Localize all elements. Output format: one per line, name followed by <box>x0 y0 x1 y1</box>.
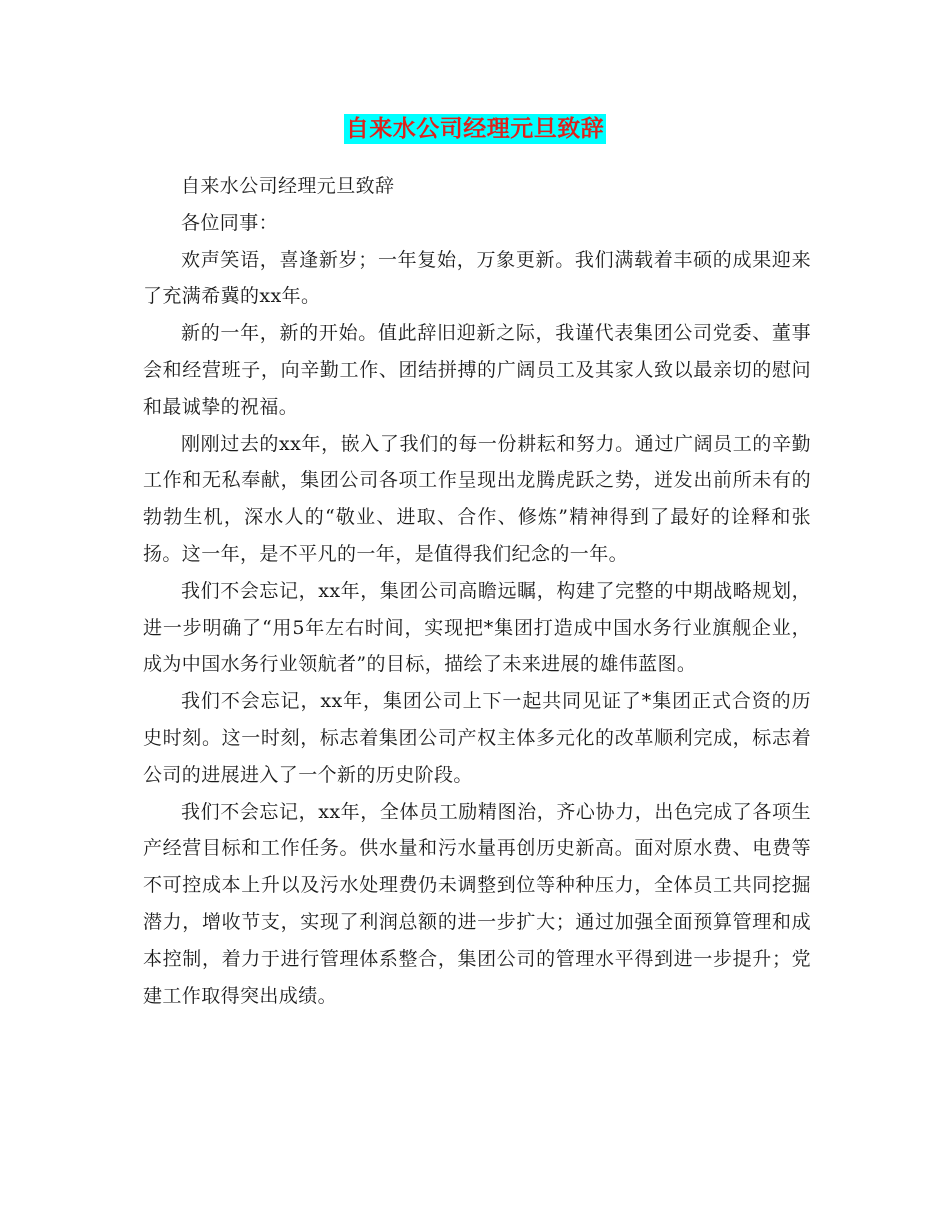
paragraph: 欢声笑语，喜逢新岁；一年复始，万象更新。我们满载着丰硕的成果迎来了充满希冀的xx年。 <box>143 248 811 308</box>
paragraph: 我们不会忘记，xx年，集团公司上下一起共同见证了*集团正式合资的历史时刻。这一时刻，标志着集团公司产权主体多元化的改革顺利完成，标志着公司的进展进入了一个新的历史阶段。 <box>143 690 811 786</box>
paragraph: 新的一年，新的开始。值此辞旧迎新之际，我谨代表集团公司党委、董事会和经营班子，向辛勤工作、团结拼搏的广阔员工及其家人致以最亲切的慰问和最诚挚的祝福。 <box>143 322 811 418</box>
paragraph: 我们不会忘记，xx年，全体员工励精图治，齐心协力，出色完成了各项生产经营目标和工作任务。供水量和污水量再创历史新高。面对原水费、电费等不可控成本上升以及污水处理费仍未调整到位等种种压力，全体员工共同挖掘潜力，增收节支，实现了利润总额的进一步扩大；通过加强全面预算管理和成本控制，着力于进行管理体系整合，集团公司的管理水平得到进一步提升；党建工作取得突出成绩。 <box>143 800 811 1007</box>
paragraph-salutation: 各位同事： <box>181 211 279 234</box>
paragraph: 我们不会忘记，xx年，集团公司高瞻远瞩，构建了完整的中期战略规划，进一步明确了“用5年左右时间，实现把*集团打造成中国水务行业旗舰企业，成为中国水务行业领航者”的目标，描绘了未来进展的雄伟蓝图。 <box>143 579 811 676</box>
paragraph-subtitle: 自来水公司经理元旦致辞 <box>181 175 395 197</box>
paragraph: 刚刚过去的xx年，嵌入了我们的每一份耕耘和努力。通过广阔员工的辛勤工作和无私奉献，集团公司各项工作呈现出龙腾虎跃之势，迸发出前所未有的勃勃生机，深水人的“敬业、进取、合作、修炼”精神得到了最好的诠释和张扬。这一年，是不平凡的一年，是值得我们纪念的一年。 <box>143 432 811 565</box>
document-title: 自来水公司经理元旦致辞 <box>345 116 605 142</box>
title-area <box>0 114 950 144</box>
document-body <box>143 168 811 1014</box>
